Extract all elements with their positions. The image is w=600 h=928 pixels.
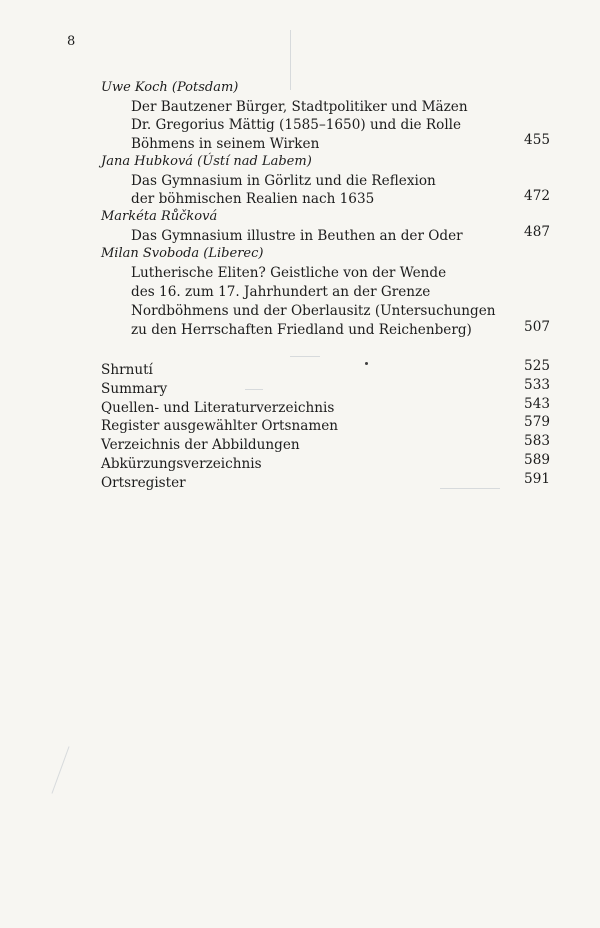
appendix-item: Shrnutí — [101, 362, 153, 378]
appendix-page: 543 — [524, 396, 550, 412]
appendix-item: Register ausgewählter Ortsnamen — [101, 418, 339, 434]
toc-page-number: 472 — [524, 188, 550, 204]
toc-title-line: Das Gymnasium in Görlitz und die Reflexion — [131, 173, 436, 189]
appendix-page: 583 — [524, 433, 550, 449]
scan-mark — [440, 488, 500, 489]
appendix-item: Verzeichnis der Abbildungen — [101, 437, 300, 453]
toc-author: Markéta Růčková — [101, 209, 218, 224]
toc-page-number: 507 — [524, 319, 550, 335]
appendix-item: Quellen- und Literaturverzeichnis — [101, 400, 335, 416]
scan-mark — [290, 30, 291, 90]
toc-author: Uwe Koch (Potsdam) — [101, 80, 239, 95]
toc-author: Milan Svoboda (Liberec) — [101, 246, 264, 261]
toc-title-line: Das Gymnasium illustre in Beuthen an der Oder — [131, 228, 463, 244]
toc-page-number: 487 — [524, 224, 550, 240]
toc-page-number: 455 — [524, 132, 550, 148]
appendix-page: 533 — [524, 377, 550, 393]
appendix-item: Abkürzungsverzeichnis — [101, 456, 262, 472]
toc-title-line: Der Bautzener Bürger, Stadtpolitiker und Mäzen — [131, 99, 468, 115]
appendix-page: 525 — [524, 358, 550, 374]
appendix-item: Ortsregister — [101, 475, 186, 491]
toc-author: Jana Hubková (Ústí nad Labem) — [101, 154, 312, 169]
scan-mark — [365, 362, 368, 365]
toc-title-line: zu den Herrschaften Friedland und Reichenberg) — [131, 322, 472, 338]
appendix-page: 591 — [524, 471, 550, 487]
appendix-page: 589 — [524, 452, 550, 468]
toc-title-line: des 16. zum 17. Jahrhundert an der Grenze — [131, 284, 431, 300]
toc-title-line: Böhmens in seinem Wirken — [131, 136, 320, 152]
toc-title-line: der böhmischen Realien nach 1635 — [131, 191, 375, 207]
appendix-item: Summary — [101, 381, 168, 397]
scan-mark — [290, 356, 320, 357]
page-number: 8 — [67, 34, 76, 49]
toc-title-line: Nordböhmens und der Oberlausitz (Untersuchungen — [131, 303, 496, 319]
appendix-page: 579 — [524, 414, 550, 430]
toc-title-line: Lutherische Eliten? Geistliche von der Wende — [131, 265, 447, 281]
toc-title-line: Dr. Gregorius Mättig (1585–1650) und die Rolle — [131, 117, 462, 133]
scan-mark — [245, 389, 263, 390]
